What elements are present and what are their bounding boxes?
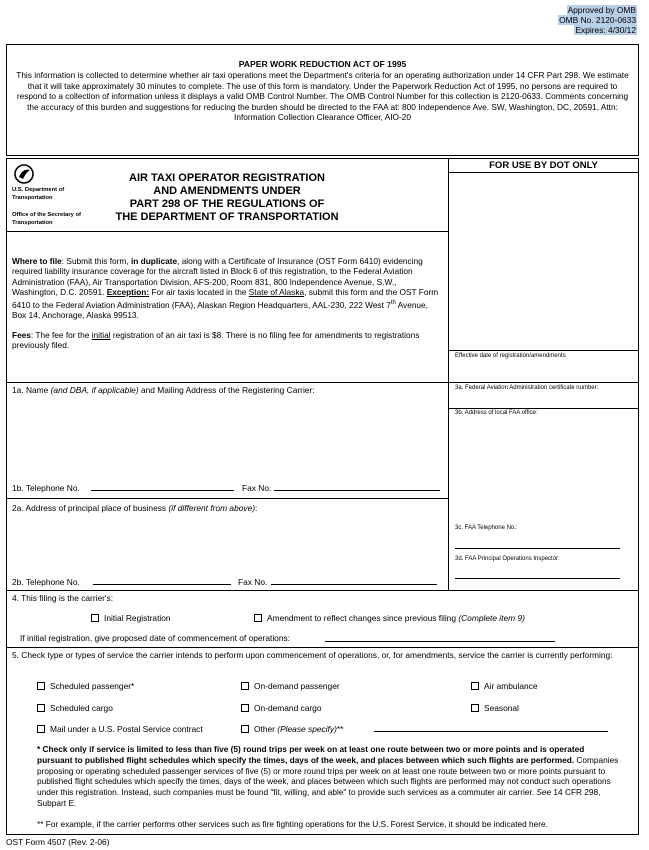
item-3a-label: 3a. Federal Aviation Administration certificate number: bbox=[455, 385, 599, 391]
ondemand-passenger-option[interactable]: On-demand passenger bbox=[241, 681, 340, 691]
seasonal-checkbox[interactable] bbox=[471, 704, 479, 712]
other-option[interactable]: Other (Please specify)** bbox=[241, 724, 343, 734]
form-title: AIR TAXI OPERATOR REGISTRATION AND AMENDMENTS UNDER PART 298 OF THE REGULATIONS OF THE DEPARTMENT OF TRANSPORTATION bbox=[115, 172, 339, 223]
dot-only-label: FOR USE BY DOT ONLY bbox=[489, 160, 598, 171]
omb-expires: Expires: 4/30/12 bbox=[575, 25, 636, 35]
seasonal-option[interactable]: Seasonal bbox=[471, 703, 519, 713]
item-4-label: 4. This filing is the carrier's: bbox=[12, 593, 114, 603]
commencement-date-label: If initial registration, give proposed date of commencement of operations: bbox=[20, 633, 291, 643]
sched-passenger-checkbox[interactable] bbox=[37, 682, 45, 690]
other-checkbox[interactable] bbox=[241, 725, 249, 733]
form-number: OST Form 4507 (Rev. 2-06) bbox=[6, 837, 110, 847]
other-specify-field[interactable] bbox=[374, 731, 608, 732]
item-1a-label: 1a. Name (and DBA, if applicable) and Mailing Address of the Registering Carrier: bbox=[12, 385, 315, 395]
item-3d-label: 3d. FAA Principal Operations Inspector: bbox=[455, 556, 560, 562]
dot-logo-icon bbox=[14, 164, 34, 184]
item-3c-label: 3c. FAA Telephone No.: bbox=[455, 525, 518, 531]
pra-title: PAPER WORK REDUCTION ACT OF 1995 bbox=[238, 59, 407, 69]
fees: Fees: The fee for the initial registration of an air taxi is $8. There is no filing fee for amendments to registrations previously filed. bbox=[12, 330, 420, 351]
scheduled-note: * Check only if service is limited to less than five (5) round trips per week on at least one route between two or more points and is operated pursuant to published flight schedules which specify the times, days of the week, and places between which such flights are performed. Companies proposing or operating scheduled passenger services of five (5) or more round trips per week on at least one route between two or more points pursuant to published flight schedules which specify the times, days of the week, and places between which such flights are performed may not conduct such operations under this registration. Instead, such companies must be found "fit, willing, and able" to provide such services as a commuter air carrier. See 14 CFR 298, Subpart E. bbox=[37, 744, 619, 808]
sched-passenger-option[interactable]: Scheduled passenger* bbox=[37, 681, 134, 691]
commencement-date-field[interactable] bbox=[325, 641, 555, 642]
where-to-file: Where to file: Submit this form, in duplicate, along with a Certificate of Insurance (OST Form 6410) evidencing required liability insurance coverage for the aircraft listed in Block 6 of this registration, to the Federal Aviation Administration (FAA), Air Transportation Division, AFS-200, Room 831, 800 Independence Avenue, S.W., Washington, D.C. 20591. Exception: For air taxis located in the State of Alaska, submit this form and the OST Form 6410 to the Federal Aviation Administration (FAA), Alaskan Region Headquarters, AAL-230, 222 West 7th Avenue, Box 14, Anchorage, Alaska 99513. bbox=[12, 256, 439, 320]
item-1b-fax-label: Fax No. bbox=[242, 483, 272, 493]
omb-approved: Approved by OMB bbox=[567, 5, 636, 15]
initial-registration-option[interactable]: Initial Registration bbox=[91, 613, 171, 623]
dot-office: Office of the Secretary of Transportation bbox=[12, 212, 81, 226]
item-2a-field[interactable] bbox=[12, 514, 442, 574]
omb-approval bbox=[558, 5, 637, 35]
dot-dept: U.S. Department of Transportation bbox=[12, 187, 65, 201]
item-2b-fax-field[interactable] bbox=[271, 584, 437, 585]
air-ambulance-option[interactable]: Air ambulance bbox=[471, 681, 538, 691]
item-2a-label: 2a. Address of principal place of business (if different from above): bbox=[12, 503, 258, 513]
mail-option[interactable]: Mail under a U.S. Postal Service contract bbox=[37, 724, 203, 734]
other-note: ** For example, if the carrier performs other services such as fire fighting operations for the U.S. Forest Service, it should be indicated here. bbox=[37, 819, 548, 829]
initial-registration-checkbox[interactable] bbox=[91, 614, 99, 622]
ondemand-cargo-checkbox[interactable] bbox=[241, 704, 249, 712]
sched-cargo-option[interactable]: Scheduled cargo bbox=[37, 703, 113, 713]
item-1b-phone-label: 1b. Telephone No. bbox=[12, 483, 80, 493]
item-2b-fax-label: Fax No. bbox=[238, 577, 268, 587]
effective-date-label: Effective date of registration/amendments bbox=[455, 353, 566, 359]
item-2b-phone-label: 2b. Telephone No. bbox=[12, 577, 80, 587]
air-ambulance-checkbox[interactable] bbox=[471, 682, 479, 690]
item-3d-field[interactable] bbox=[455, 578, 620, 579]
sched-cargo-checkbox[interactable] bbox=[37, 704, 45, 712]
item-5-label: 5. Check type or types of service the carrier intends to perform upon commencement of operations, or, for amendments, service the carrier is currently performing: bbox=[12, 650, 613, 660]
item-1b-fax-field[interactable] bbox=[274, 490, 440, 491]
item-1b-phone-field[interactable] bbox=[91, 490, 234, 491]
item-3b-label: 3b. Address of local FAA office: bbox=[455, 410, 538, 416]
item-3c-field[interactable] bbox=[455, 548, 620, 549]
item-2b-phone-field[interactable] bbox=[93, 584, 231, 585]
pra-text: This information is collected to determine whether air taxi operations meet the Department's criteria for an operating authorization under 14 CFR Part 298. We estimate that it will take approximately 30 minutes to complete. The use of this form is mandatory. Under the Paperwork Reduction Act of 1995, no persons are required to respond to a collection of information unless it displays a valid OMB Control Number. The OMB Control Number for this collection is 2120-0633. Comments concerning the accuracy of this burden and suggestions for reducing the burden should be directed to the FAA at: 800 Independence Ave. SW, Washington, DC, 20591, Attn: Information Collection Clearance Officer, AIO-20 bbox=[16, 70, 629, 123]
omb-number: OMB No. 2120-0633 bbox=[559, 15, 636, 25]
amendment-option[interactable]: Amendment to reflect changes since previous filing (Complete item 9) bbox=[254, 613, 525, 623]
item-1a-field[interactable] bbox=[12, 396, 442, 476]
mail-checkbox[interactable] bbox=[37, 725, 45, 733]
amendment-checkbox[interactable] bbox=[254, 614, 262, 622]
ondemand-passenger-checkbox[interactable] bbox=[241, 682, 249, 690]
ondemand-cargo-option[interactable]: On-demand cargo bbox=[241, 703, 322, 713]
